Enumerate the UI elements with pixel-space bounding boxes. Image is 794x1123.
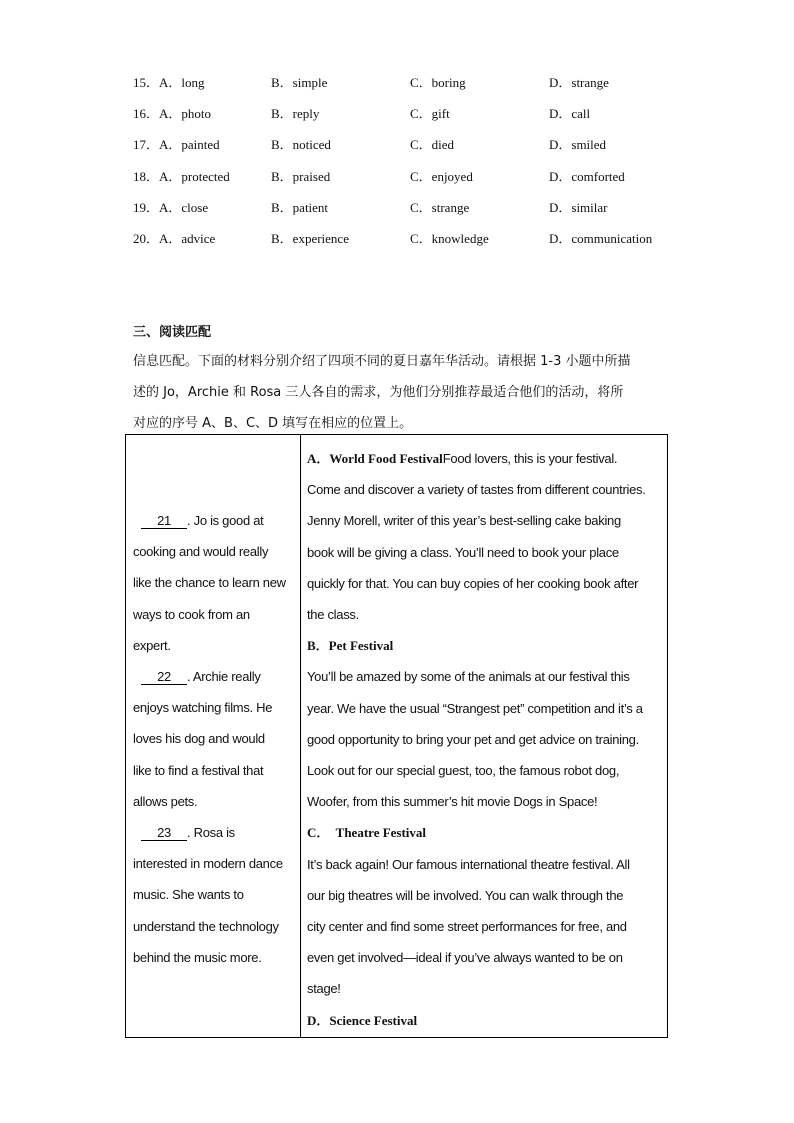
option-b: B．simple [271,75,328,91]
festival-line: You’ll be amazed by some of the animals at our festival this [307,669,630,685]
option-d: D．smiled [549,137,607,153]
festival-line: even get involved—ideal if you’ve always wanted to be on [307,950,623,966]
option-a: 15．A．long [133,75,205,91]
option-row [133,160,693,191]
option-c: C．strange [410,199,470,215]
instruction-line: 述的 Jo，Archie 和 Rosa 三人各自的需求，为他们分别推荐最适合他们的活动，将所 [133,385,624,400]
person-line: expert. [133,637,171,653]
option-a: 18．A．protected [133,168,230,184]
option-b: B．reply [271,106,320,122]
festival-line: the class. [307,607,359,623]
option-c: C．gift [410,106,450,122]
option-a: 17．A．painted [133,137,220,153]
person-line: allows pets. [133,793,198,809]
option-row [133,128,693,159]
choice-options [133,66,693,253]
festival-line: Woofer, from this summer’s hit movie Dogs in Space! [307,794,598,810]
option-b: B．experience [271,231,349,247]
festival-line: year. We have the usual “Strangest pet” competition and it’s a [307,700,643,716]
festival-line: city center and find some street performances for free, and [307,919,627,935]
option-c: C．knowledge [410,231,489,247]
option-d: D．similar [549,199,608,215]
person-line: music. She wants to [133,887,244,903]
person-item: 23 . Rosa is [133,817,295,848]
person-line: enjoys watching films. He [133,700,273,716]
option-b: B．praised [271,168,331,184]
option-d: D．comforted [549,168,625,184]
festival-heading: C． Theatre Festival [307,825,427,841]
festival-line: our big theatres will be involved. You can walk through the [307,887,624,903]
option-row [133,222,693,253]
option-c: C．boring [410,75,466,91]
option-row [133,97,693,128]
people-column [133,505,295,973]
person-line: understand the technology [133,918,279,934]
answer-blank[interactable]: 22 [141,669,187,685]
person-line: interested in modern dance [133,856,283,872]
section-instruction [133,346,669,439]
person-line: like the chance to learn new [133,575,286,591]
table-divider [300,435,301,1037]
answer-blank[interactable]: 21 [141,513,187,529]
person-line: loves his dog and would [133,731,265,747]
option-row [133,66,693,97]
option-d: D．strange [549,75,609,91]
option-a: 16．A．photo [133,106,212,122]
festival-line: quickly for that. You can buy copies of her cooking book after [307,575,639,591]
option-b: B．noticed [271,137,331,153]
festival-line: Come and discover a variety of tastes from different countries. [307,482,646,498]
answer-blank[interactable]: 23 [141,825,187,841]
festival-heading: D．Science Festival [307,1012,418,1028]
option-a: 20．A．advice [133,231,216,247]
festival-line: Look out for our special guest, too, the famous robot dog, [307,763,620,779]
festival-line: book will be giving a class. You’ll need to book your place [307,544,619,560]
person-item: 22 . Archie really [133,661,295,692]
person-item: 21 . Jo is good at [133,505,295,536]
instruction-line: 对应的序号 A、B、C、D 填写在相应的位置上。 [133,416,413,431]
option-a: 19．A．close [133,199,209,215]
festival-heading: A．World Food Festival [307,451,443,466]
instruction-line: 信息匹配。下面的材料分别介绍了四项不同的夏日嘉年华活动。请根据 1-3 小题中所描 [133,354,631,369]
option-c: C．died [410,137,455,153]
person-line: like to find a festival that [133,762,264,778]
matching-table [125,434,668,1038]
option-row [133,191,693,222]
option-d: D．communication [549,231,653,247]
festival-line: Jenny Morell, writer of this year’s best-selling cake baking [307,513,621,529]
person-line: behind the music more. [133,949,262,965]
person-line: ways to cook from an [133,606,250,622]
festival-line: good opportunity to bring your pet and get advice on training. [307,731,639,747]
festival-line: It’s back again! Our famous international theatre festival. All [307,856,630,872]
person-line: cooking and would really [133,544,269,560]
festival-heading: B．Pet Festival [307,638,394,654]
festival-line: stage! [307,981,341,997]
section-title: 三、阅读匹配 [133,325,212,340]
option-b: B．patient [271,199,329,215]
festivals-column [307,443,663,1036]
option-d: D．call [549,106,591,122]
option-c: C．enjoyed [410,168,473,184]
festival-a-line: A．World Food FestivalFood lovers, this is your festival. [307,451,618,466]
